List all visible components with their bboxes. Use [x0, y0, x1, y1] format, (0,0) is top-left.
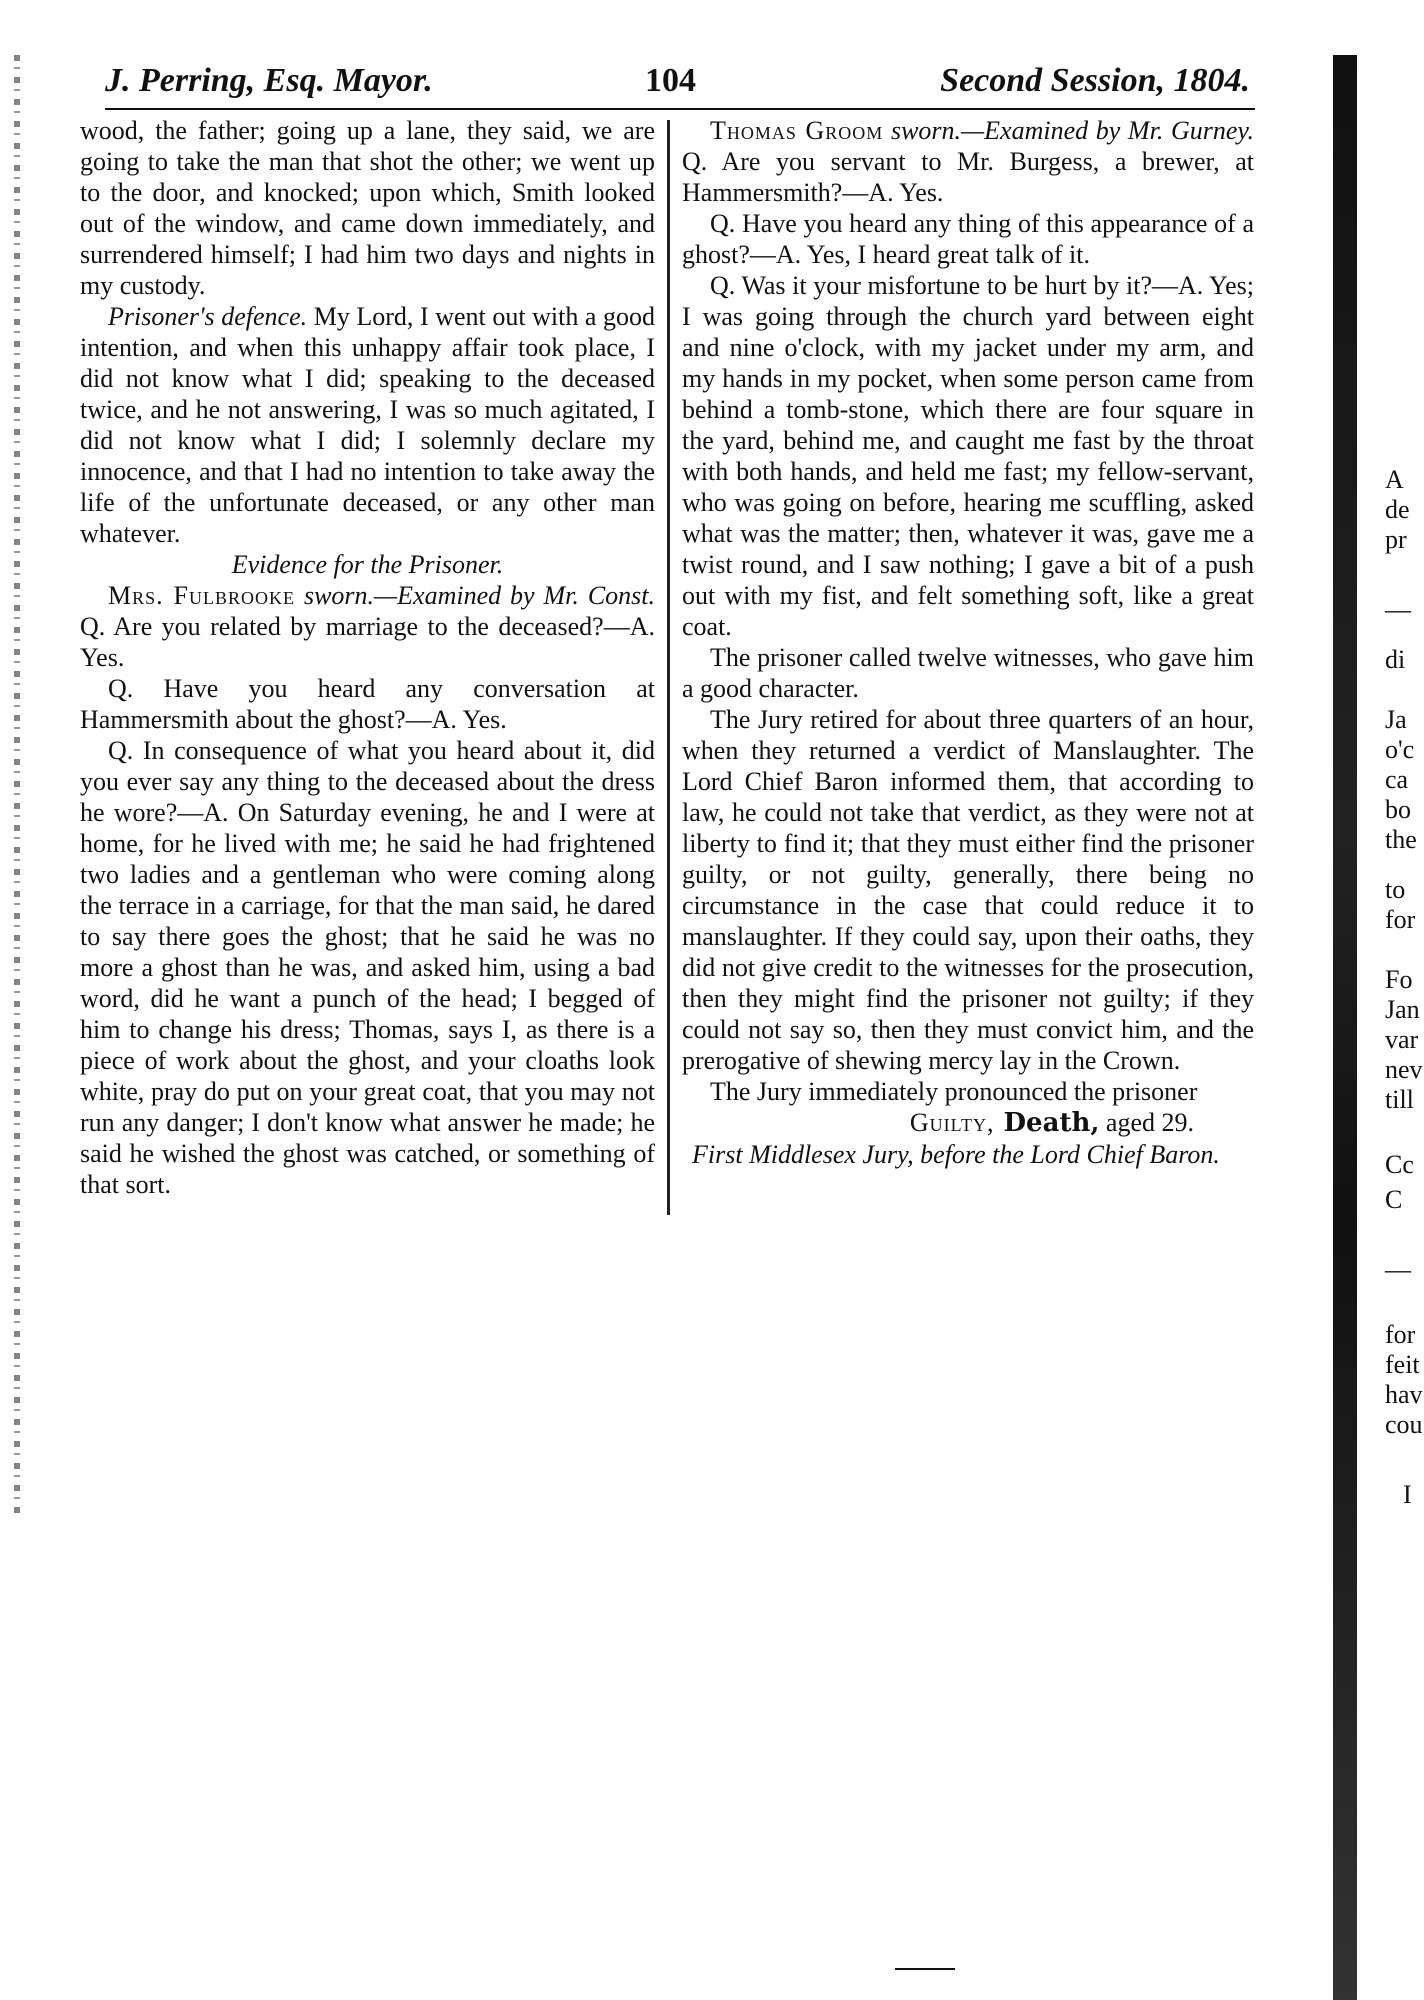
header-session: Second Session, 1804. [940, 62, 1250, 99]
paragraph: Q. Have you heard any conversation at Hammersmith about the ghost?—A. Yes. [80, 674, 655, 734]
paragraph: Prisoner's defence. My Lord, I went out with a good intention, and when this unhappy affair took place, I did not know what I did; speaking to the deceased twice, and he not answering, I was so much agitated, I did not know what I did; I solemnly declare my innocence, and that I had no intention to take away the life of the unfortunate deceased, or any other man whatever. [80, 302, 656, 548]
running-header [105, 62, 1250, 112]
left-margin-marks [14, 55, 20, 1515]
paragraph: The Jury immediately pronounced the prisoner [710, 1077, 1198, 1106]
page-number: 104 [645, 62, 696, 99]
left-column [80, 115, 655, 1200]
paragraph: Q. Have you heard any thing of this appearance of a ghost?—A. Yes, I heard great talk of it. [682, 209, 1254, 269]
adjacent-page-fragment: A de pr — di Ja o'c ca bo the to for Fo Jan var nev till Cc C — for feit hav cou I [1333, 55, 1424, 2000]
header-rule [105, 108, 1255, 110]
section-heading: Evidence for the Prisoner. [231, 550, 504, 579]
paragraph: Q. In consequence of what you heard about it, did you ever say any thing to the deceased about the dress he wore?—A. On Saturday evening, he and I were at home, for he lived with me; he said he had frightened two ladies and a gentleman who were coming along the terrace in a carriage, for that the man said, he dared to say there goes the ghost; that he said he was no more a ghost than he was, and asked him, using a bad word, did he want a punch of the head; I begged of him to change his dress; Thomas, says I, as there is a piece of work about the ghost, and your cloaths look white, pray do put on your great coat, that you may not run any danger; I don't know what answer he made; he said he wished the ghost was catched, or something of that sort. [80, 736, 655, 1199]
paragraph: The Jury retired for about three quarters of an hour, when they returned a verdict of Manslaughter. The Lord Chief Baron informed them, that according to law, he could not take that verdict, as they were not at liberty to find it; that they must either find the prisoner guilty, or not guilty, generally, there being no circumstance in the case that could reduce it to manslaughter. If they could say, upon their oaths, they did not give credit to the witnesses for the prosecution, then they might find the prisoner not guilty; if they could not say so, then they must convict him, and the prerogative of shewing mercy lay in the Crown. [682, 705, 1254, 1075]
paragraph: Q. Was it your misfortune to be hurt by it?—A. Yes; I was going through the church yard between eight and nine o'clock, with my jacket under my arm, and my hands in my pocket, when some person came from behind a tomb-stone, which there are four square in the yard, behind me, and caught me fast by the throat with both hands, and held me fast; my fellow-servant, who was going on before, hearing me scuffling, asked what was the matter; then, whatever it was, gave me a twist round, and I saw nothing; I gave a bit of a push out with my fist, and felt something soft, like a great coat. [682, 271, 1254, 641]
verdict: Guilty, Death, aged 29. [909, 1108, 1194, 1138]
paragraph: wood, the father; going up a lane, they said, we are going to take the man that shot the other; we went up to the door, and knocked; upon which, Smith looked out of the window, and came down immediately, and surrendered himself; I had him two days and nights in my custody. [80, 116, 655, 300]
right-column [682, 115, 1254, 1170]
witness-name: Thomas Groom [710, 116, 884, 145]
paragraph: Thomas Groom sworn.—Examined by Mr. Gurney. Q. Are you servant to Mr. Burgess, a brewer, at Hammersmith?—A. Yes. [682, 116, 1254, 207]
header-mayor: J. Perring, Esq. Mayor. [105, 62, 433, 99]
page-gutter-shadow [1333, 55, 1357, 2000]
column-divider [667, 120, 670, 1215]
footer-rule [895, 1968, 955, 1970]
paragraph: The prisoner called twelve witnesses, who gave him a good character. [682, 643, 1254, 703]
jury-note: First Middlesex Jury, before the Lord Chief Baron. [692, 1140, 1220, 1169]
defence-label: Prisoner's defence. [108, 302, 308, 331]
paragraph: Mrs. Fulbrooke sworn.—Examined by Mr. Const. Q. Are you related by marriage to the deceased?—A. Yes. [80, 581, 656, 672]
witness-name: Mrs. Fulbrooke [108, 581, 296, 610]
